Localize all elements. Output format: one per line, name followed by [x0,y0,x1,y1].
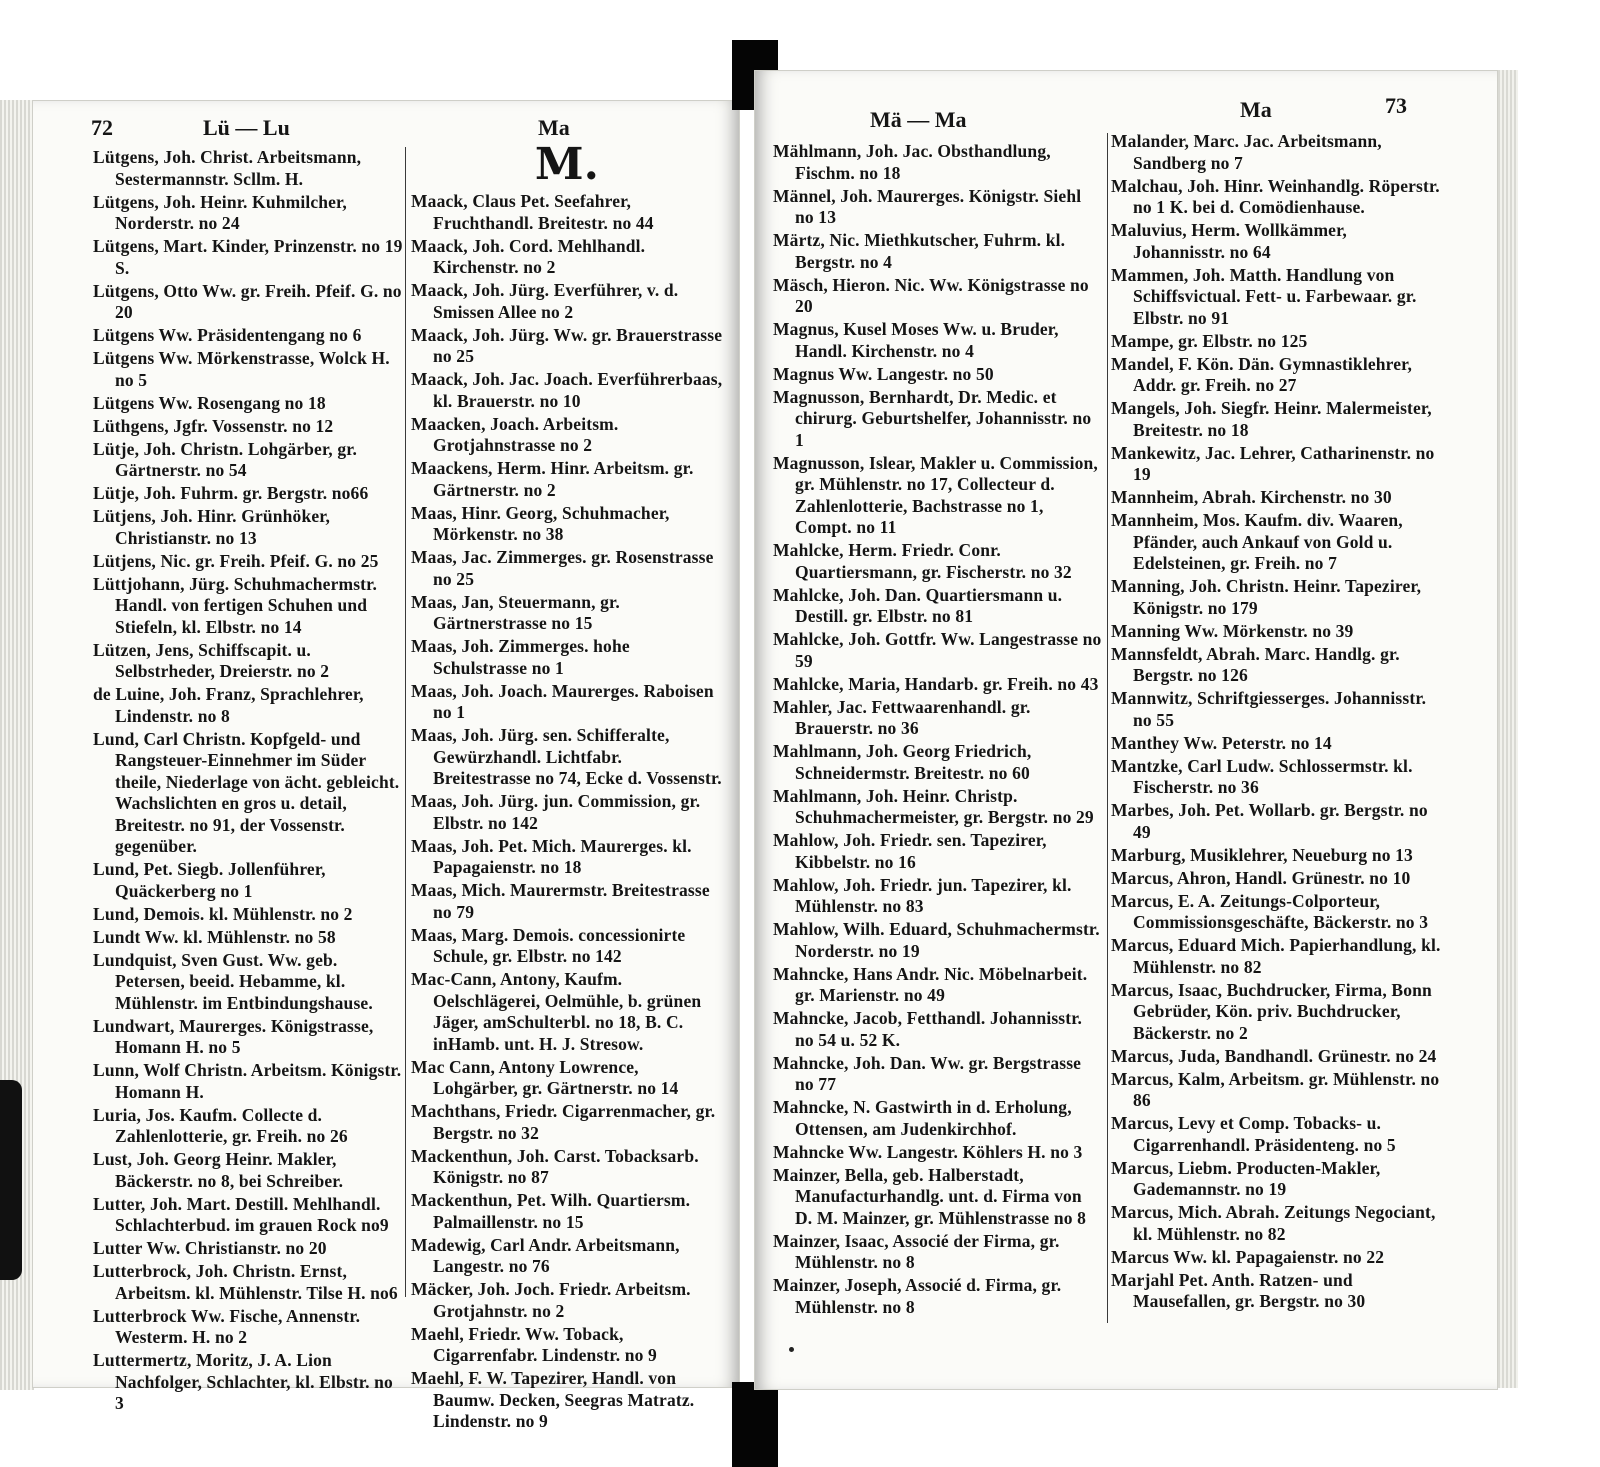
directory-entry: Marbes, Joh. Pet. Wollarb. gr. Bergstr. no 49 [1111,800,1428,842]
left-column-1 [93,147,405,1416]
directory-entry: Maas, Joh. Joach. Maurerges. Raboisen no 1 [411,680,714,722]
directory-entry: Mahlmann, Joh. Heinr. Christp. Schuhmachermeister, gr. Bergstr. no 29 [773,785,1094,827]
directory-entry: Maas, Joh. Jürg. sen. Schifferalte, Gewürzhandl. Lichtfabr. Breitestrasse no 74, Ecke d. Vossenstr. [411,725,722,788]
directory-entry: Marcus, Ahron, Handl. Grünestr. no 10 [1111,867,1411,888]
binding-bottom [732,1382,778,1467]
directory-entry: Marcus, Isaac, Buchdrucker, Firma, Bonn Gebrüder, Kön. priv. Buchdrucker, Bäckerstr. no 2 [1111,979,1432,1043]
directory-entry: Lütjens, Nic. gr. Freih. Pfeif. G. no 25 [93,550,379,571]
directory-entry: Märtz, Nic. Miethkutscher, Fuhrm. kl. Bergstr. no 4 [773,230,1066,272]
directory-entry: Magnusson, Islear, Makler u. Commission, gr. Mühlenstr. no 17, Collecteur d. Zahlenlotterie, Bachstrasse no 1, Compt. no 11 [773,452,1098,537]
directory-entry: Mahlcke, Joh. Dan. Quartiersmann u. Destill. gr. Elbstr. no 81 [773,584,1063,626]
entry-list [1111,131,1441,1313]
directory-entry: Lütje, Joh. Christn. Lohgärber, gr. Gärtnerstr. no 54 [93,438,358,480]
directory-entry: Marcus, Liebm. Producten-Makler, Gademannstr. no 19 [1111,1157,1381,1199]
directory-entry: Marcus, E. A. Zeitungs-Colporteur, Commissionsgeschäfte, Bäckerstr. no 3 [1111,890,1429,932]
left-column-2 [411,139,723,1434]
directory-entry: Mahncke, Hans Andr. Nic. Möbelnarbeit. gr. Marienstr. no 49 [773,963,1088,1005]
directory-entry: Marburg, Musiklehrer, Neueburg no 13 [1111,844,1413,865]
entry-list [773,141,1103,1318]
right-page [754,70,1498,1390]
directory-entry: Maas, Hinr. Georg, Schuhmacher, Mörkenstr. no 38 [411,502,670,544]
directory-entry: Lutterbrock, Joh. Christn. Ernst, Arbeitsm. kl. Mühlenstr. Tilse H. no6 [93,1261,398,1303]
directory-entry: Maas, Mich. Maurermstr. Breitestrasse no 79 [411,880,710,922]
directory-entry: Lund, Demois. kl. Mühlenstr. no 2 [93,903,353,924]
directory-entry: Lützen, Jens, Schiffscapit. u. Selbstrheder, Dreierstr. no 2 [93,639,330,681]
directory-entry: Lütgens, Joh. Heinr. Kuhmilcher, Norderstr. no 24 [93,191,347,233]
directory-entry: Mannsfeldt, Abrah. Marc. Handlg. gr. Bergstr. no 126 [1111,643,1400,685]
directory-entry: Mählmann, Joh. Jac. Obsthandlung, Fischm. no 18 [773,141,1051,183]
directory-entry: Marcus, Kalm, Arbeitsm. gr. Mühlenstr. no 86 [1111,1068,1440,1110]
directory-entry: Mahlow, Joh. Friedr. jun. Tapezirer, kl. Mühlenstr. no 83 [773,874,1072,916]
directory-entry: Maack, Claus Pet. Seefahrer, Fruchthandl. Breitestr. no 44 [411,191,654,233]
directory-entry: Männel, Joh. Maurerges. Königstr. Siehl no 13 [773,185,1082,227]
directory-entry: Maehl, F. W. Tapezirer, Handl. von Baumw. Decken, Seegras Matratz. Lindenstr. no 9 [411,1368,695,1431]
directory-entry: Lütgens Ww. Rosengang no 18 [93,392,326,413]
directory-entry: Luria, Jos. Kaufm. Collecte d. Zahlenlotterie, gr. Freih. no 26 [93,1104,348,1146]
directory-entry: Mahlmann, Joh. Georg Friedrich, Schneidermstr. Breitestr. no 60 [773,741,1032,783]
directory-entry: Mahlcke, Herm. Friedr. Conr. Quartiersmann, gr. Fischerstr. no 32 [773,540,1072,582]
directory-entry: Magnusson, Bernhardt, Dr. Medic. et chirurg. Geburtshelfer, Johannisstr. no 1 [773,386,1092,450]
directory-entry: Luttermertz, Moritz, J. A. Lion Nachfolger, Schlachter, kl. Elbstr. no 3 [93,1350,393,1413]
directory-entry: Maas, Marg. Demois. concessionirte Schule, gr. Elbstr. no 142 [411,924,686,966]
left-header-range: Lü — Lu [203,115,290,140]
directory-entry: Lundwart, Maurerges. Königstrasse, Homann H. no 5 [93,1015,374,1057]
directory-entry: Mackenthun, Pet. Wilh. Quartiersm. Palmaillenstr. no 15 [411,1190,691,1232]
right-page-number: 73 [1385,93,1407,118]
directory-entry: Marcus Ww. kl. Papagaienstr. no 22 [1111,1246,1385,1267]
directory-entry: Mac Cann, Antony Lowrence, Lohgärber, gr. Gärtnerstr. no 14 [411,1056,679,1098]
directory-entry: Maas, Joh. Zimmerges. hohe Schulstrasse no 1 [411,636,630,678]
directory-entry: Lütgens Ww. Mörkenstrasse, Wolck H. no 5 [93,348,390,390]
directory-entry: Mangels, Joh. Siegfr. Heinr. Malermeister, Breitestr. no 18 [1111,398,1432,440]
directory-entry: Maehl, Friedr. Ww. Toback, Cigarrenfabr. Lindenstr. no 9 [411,1323,657,1365]
directory-entry: Mannheim, Mos. Kaufm. div. Waaren, Pfänder, auch Ankauf von Gold u. Edelsteinen, gr. Freih. no 7 [1111,510,1403,573]
directory-entry: Mäsch, Hieron. Nic. Ww. Königstrasse no 20 [773,274,1089,316]
directory-entry: Lutter, Joh. Mart. Destill. Mehlhandl. Schlachterbud. im grauen Rock no9 [93,1193,389,1235]
directory-entry: Mahncke, N. Gastwirth in d. Erholung, Ottensen, am Judenkirchhof. [773,1097,1072,1139]
entry-list [411,191,723,1433]
directory-entry: Mac-Cann, Antony, Kaufm. Oelschlägerei, Oelmühle, b. grünen Jäger, amSchulterbl. no 18, B. C. inHamb. unt. H. J. Stresow. [411,969,702,1054]
directory-entry: Mampe, gr. Elbstr. no 125 [1111,330,1308,351]
directory-entry: Mahlcke, Maria, Handarb. gr. Freih. no 43 [773,673,1099,694]
directory-entry: Lütgens, Joh. Christ. Arbeitsmann, Sestermannstr. Scllm. H. [93,147,362,189]
directory-entry: Lütgens Ww. Präsidentengang no 6 [93,325,362,345]
entry-list [93,147,405,1415]
directory-entry: Mainzer, Isaac, Associé der Firma, gr. Mühlenstr. no 8 [773,1230,1060,1272]
directory-entry: Maas, Jan, Steuermann, gr. Gärtnerstrasse no 15 [411,591,620,633]
ink-dot [789,1347,794,1352]
directory-entry: Marcus, Juda, Bandhandl. Grünestr. no 24 [1111,1045,1437,1066]
directory-entry: Manning, Joh. Christn. Heinr. Tapezirer, Königstr. no 179 [1111,576,1422,618]
directory-entry: Lütgens, Otto Ww. gr. Freih. Pfeif. G. no 20 [93,280,402,322]
directory-entry: Mahncke, Jacob, Fetthandl. Johannisstr. no 54 u. 52 K. [773,1008,1083,1050]
directory-entry: Mahncke Ww. Langestr. Köhlers H. no 3 [773,1141,1083,1162]
directory-entry: Lundt Ww. kl. Mühlenstr. no 58 [93,926,336,947]
directory-entry: Mahlow, Joh. Friedr. sen. Tapezirer, Kibbelstr. no 16 [773,830,1047,872]
directory-entry: Lunn, Wolf Christn. Arbeitsm. Königstr. Homann H. [93,1060,402,1102]
directory-entry: Mannwitz, Schriftgiesserges. Johannisstr. no 55 [1111,688,1427,730]
right-column-1 [773,141,1103,1320]
directory-entry: Lust, Joh. Georg Heinr. Makler, Bäckerstr. no 8, bei Schreiber. [93,1149,344,1191]
directory-entry: Marcus, Mich. Abrah. Zeitungs Negociant, kl. Mühlenstr. no 82 [1111,1202,1436,1244]
directory-entry: Lütgens, Mart. Kinder, Prinzenstr. no 19 S. [93,236,403,278]
directory-entry: Magnus Ww. Langestr. no 50 [773,363,994,384]
left-page [32,100,740,1431]
directory-entry: Lundquist, Sven Gust. Ww. geb. Petersen, beeid. Hebamme, kl. Mühlenstr. im Entbindungshause. [93,949,373,1013]
directory-entry: Maas, Jac. Zimmerges. gr. Rosenstrasse no 25 [411,547,714,589]
directory-entry: Maack, Joh. Jürg. Everführer, v. d. Smissen Allee no 2 [411,280,679,322]
left-header-right: Ma [538,115,570,140]
directory-entry: Lund, Carl Christn. Kopfgeld- und Rangsteuer-Einnehmer im Süder theile, Niederlage von ächt. gebleicht. Wachslichten en gros u. detail, Breitestr. no 91, der Vossenstr. gegenüber. [93,728,400,856]
directory-entry: Mahlcke, Joh. Gottfr. Ww. Langestrasse no 59 [773,629,1102,671]
directory-entry: Mainzer, Bella, geb. Halberstadt, Manufacturhandlg. unt. d. Firma von D. M. Mainzer, gr. Mühlenstrasse no 8 [773,1164,1087,1228]
right-header-right: Ma [1240,97,1272,122]
directory-entry: Mammen, Joh. Matth. Handlung von Schiffsvictual. Fett- u. Farbewaar. gr. Elbstr. no 91 [1111,264,1417,328]
directory-entry: Lund, Pet. Siegb. Jollenführer, Quäckerberg no 1 [93,859,326,901]
left-page-number: 72 [91,115,113,140]
directory-entry: Lüthgens, Jgfr. Vossenstr. no 12 [93,415,334,436]
column-divider [1107,133,1108,1323]
section-letter: M. [534,139,600,190]
right-column-2 [1111,131,1441,1314]
directory-entry: Malander, Marc. Jac. Arbeitsmann, Sandberg no 7 [1111,131,1382,173]
directory-entry: Mäcker, Joh. Joch. Friedr. Arbeitsm. Grotjahnstr. no 2 [411,1279,691,1321]
directory-entry: Maack, Joh. Jürg. Ww. gr. Brauerstrasse no 25 [411,324,723,366]
directory-entry: Lutterbrock Ww. Fische, Annenstr. Westerm. H. no 2 [93,1305,361,1347]
directory-entry: Mahlow, Wilh. Eduard, Schuhmachermstr. Norderstr. no 19 [773,919,1100,961]
right-page-edges [1496,70,1518,1388]
directory-entry: Maacken, Joach. Arbeitsm. Grotjahnstrasse no 2 [411,413,619,455]
directory-entry: Lütjens, Joh. Hinr. Grünhöker, Christianstr. no 13 [93,506,331,548]
directory-entry: Madewig, Carl Andr. Arbeitsmann, Langestr. no 76 [411,1234,680,1276]
right-header-range: Mä — Ma [870,107,967,132]
margin-marker [0,1080,22,1280]
directory-entry: Maack, Joh. Cord. Mehlhandl. Kirchenstr. no 2 [411,235,646,277]
directory-entry: Maluvius, Herm. Wollkämmer, Johannisstr. no 64 [1111,220,1347,262]
directory-entry: Mackenthun, Joh. Carst. Tobacksarb. Königstr. no 87 [411,1145,699,1187]
directory-entry: Maas, Joh. Pet. Mich. Maurerges. kl. Papagaienstr. no 18 [411,835,692,877]
directory-entry: Mankewitz, Jac. Lehrer, Catharinenstr. no 19 [1111,442,1435,484]
directory-entry: Mantzke, Carl Ludw. Schlossermstr. kl. Fischerstr. no 36 [1111,755,1413,797]
column-divider [405,147,406,1297]
directory-entry: Maack, Joh. Jac. Joach. Everführerbaas, kl. Brauerstr. no 10 [411,369,723,411]
directory-entry: Manning Ww. Mörkenstr. no 39 [1111,620,1354,641]
directory-entry: Marcus, Levy et Comp. Tobacks- u. Cigarrenhandl. Präsidenteng. no 5 [1111,1113,1396,1155]
directory-entry: Mandel, F. Kön. Dän. Gymnastiklehrer, Addr. gr. Freih. no 27 [1111,353,1412,395]
directory-entry: Lüttjohann, Jürg. Schuhmachermstr. Handl. von fertigen Schuhen und Stiefeln, kl. Elbstr. no 14 [93,573,377,637]
directory-entry: Malchau, Joh. Hinr. Weinhandlg. Röperstr. no 1 K. bei d. Comödienhause. [1111,175,1440,217]
directory-entry: Mahler, Jac. Fettwaarenhandl. gr. Brauerstr. no 36 [773,696,1031,738]
directory-entry: Machthans, Friedr. Cigarrenmacher, gr. Bergstr. no 32 [411,1101,716,1143]
directory-entry: Maas, Joh. Jürg. jun. Commission, gr. Elbstr. no 142 [411,791,701,833]
directory-entry: Mannheim, Abrah. Kirchenstr. no 30 [1111,487,1392,507]
directory-entry: Maackens, Herm. Hinr. Arbeitsm. gr. Gärtnerstr. no 2 [411,458,694,500]
directory-entry: de Luine, Joh. Franz, Sprachlehrer, Lindenstr. no 8 [93,684,364,726]
directory-entry: Lutter Ww. Christianstr. no 20 [93,1238,327,1258]
directory-entry: Manthey Ww. Peterstr. no 14 [1111,732,1332,753]
directory-entry: Lütje, Joh. Fuhrm. gr. Bergstr. no66 [93,483,369,503]
directory-entry: Mainzer, Joseph, Associé d. Firma, gr. Mühlenstr. no 8 [773,1275,1062,1317]
directory-entry: Magnus, Kusel Moses Ww. u. Bruder, Handl. Kirchenstr. no 4 [773,319,1059,361]
directory-entry: Marjahl Pet. Anth. Ratzen- und Mausefallen, gr. Bergstr. no 30 [1111,1269,1366,1311]
directory-entry: Mahncke, Joh. Dan. Ww. gr. Bergstrasse no 77 [773,1052,1082,1094]
directory-entry: Marcus, Eduard Mich. Papierhandlung, kl. Mühlenstr. no 82 [1111,935,1441,977]
